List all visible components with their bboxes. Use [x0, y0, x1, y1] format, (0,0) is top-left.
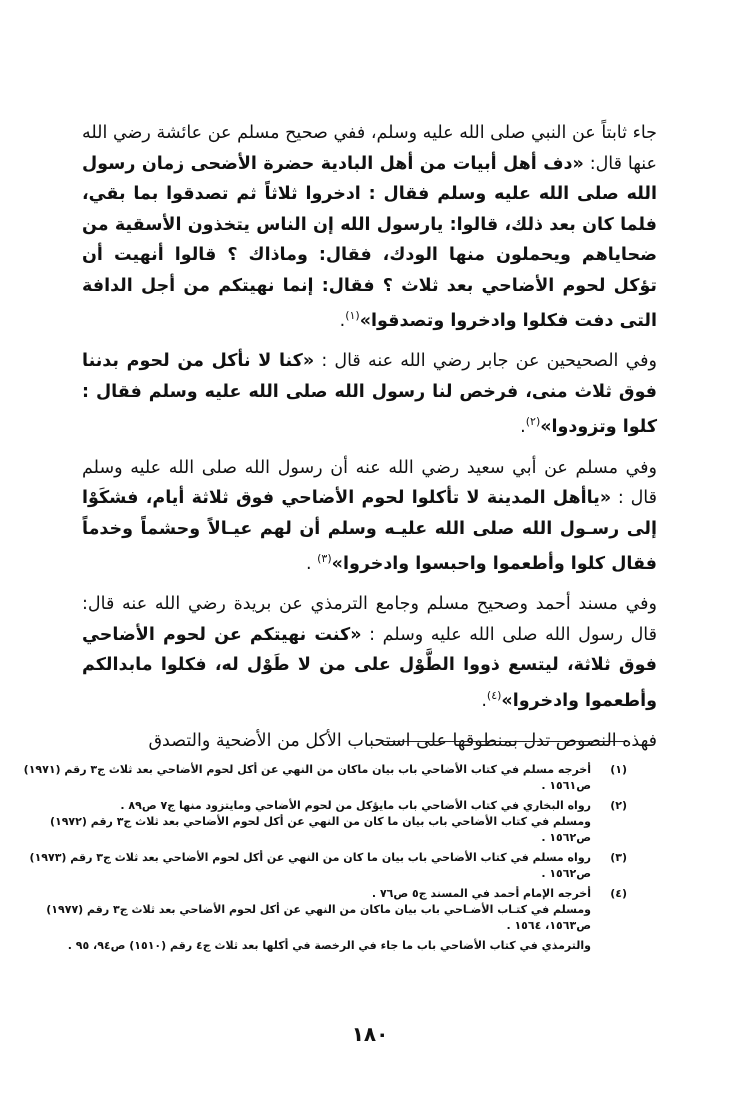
- paragraph-3: [82, 453, 657, 580]
- paragraph-3-tail: .: [305, 553, 318, 574]
- footnote-ref-3[interactable]: (٣): [317, 552, 332, 566]
- footnote-line: رواه مسلم في كتاب الأضاحي باب بيان ما كان من النهي عن أكل لحوم الأضاحي بعد ثلاث ج٣ رقم (١٩٧٣): [29, 851, 591, 864]
- footnote-extra-line: والترمذي في كتاب الأضاحي باب ما جاء في الرخصة في أكلها بعد ثلاث ج٤ رقم (١٥١٠) ص٩٤، ٩٥ .: [67, 939, 591, 952]
- footnote-line: أخرجه مسلم في كتاب الأضاحي باب بيان ماكان من النهي عن أكل لحوم الأضاحي بعد ثلاث ج٣ رقم (١٩٧١): [23, 763, 591, 776]
- footnote-line: ص١٥٦١ .: [541, 779, 591, 792]
- main-text: [82, 118, 657, 767]
- footnote-2: [49, 798, 627, 846]
- paragraph-1-tail: .: [339, 310, 346, 331]
- footnotes: [23, 762, 627, 958]
- footnote-number: (١): [610, 763, 627, 776]
- page-number: ١٨٠: [351, 1022, 389, 1046]
- footnote-line: ومسلم في كتـاب الأضـاحي باب بيان ماكان من النهي عن أكل لحوم الأضاحي بعد ثلاث ج٣ رقم (١٩٧٧): [46, 903, 591, 916]
- footnote-line: ص١٥٦٢ .: [541, 867, 591, 880]
- footnote-number: (٤): [610, 887, 627, 900]
- footnote-3: [29, 850, 627, 882]
- paragraph-4: [82, 589, 657, 716]
- footnote-body: [24, 762, 591, 794]
- footnote-line: ص١٥٦٣، ١٥٦٤ .: [506, 919, 591, 932]
- footnote-line: ص١٥٦٢ .: [541, 831, 591, 844]
- footnote-ref-2[interactable]: (٢): [525, 415, 541, 429]
- footnote-number: (٢): [610, 799, 627, 812]
- footnote-body: [50, 798, 591, 846]
- paragraph-4-tail: .: [481, 690, 487, 711]
- paragraph-3-quote: «ياأهل المدينة لا تأكلوا لحوم الأضاحي فوق ثلاثة أيام، فشكَوْا إلى رسـول الله صلى الله عليـه وسلم أن لهم عيـالاً وحشماً وخدماً فقال كلوا وأطعموا واحبسوا وادخروا»: [82, 488, 657, 574]
- footnote-1: [23, 762, 627, 794]
- footnote-body: [46, 886, 591, 934]
- paragraph-2-quote: «كنا لا نأكل من لحوم بدننا فوق ثلاث منى، فرخص لنا رسول الله صلى الله عليه وسلم فقال : كلوا وتزودوا»: [82, 351, 657, 438]
- footnote-number: (٣): [610, 851, 627, 864]
- footnote-ref-1[interactable]: (١): [345, 309, 360, 322]
- paragraph-1-quote: «دف أهل أبيات من أهل البادية حضرة الأضحى زمان رسول الله صلى الله عليه وسلم فقال : ادخروا ثلاثاً ثم تصدقوا بما بقي، فلما كان بعد ذلك، قالوا: يارسول الله إن الناس يتخذون الأسقية من ضحاياهم ويحملون منها الودك، فقال: وماذاك ؟ قالوا أنهيت أن تؤكل لحوم الأضاحي بعد ثلاث ؟ فقال: إنما نهيتكم من أجل الدافة التى دفت فكلوا وادخروا وتصدقوا»: [82, 153, 657, 331]
- footnote-body: [30, 850, 591, 882]
- paragraph-5-text: فهذه النصوص تدل بمنطوقها على استحباب الأكل من الأضحية والتصدق: [148, 731, 657, 752]
- footnote-4: [46, 886, 627, 934]
- paragraph-1: [82, 118, 657, 336]
- footnote-line: رواه البخاري في كتاب الأضاحي باب مايؤكل من لحوم الأضاحي ومايتزود منها ج٧ ص٨٩ .: [120, 799, 591, 812]
- paragraph-4-text: وفي مسند أحمد وصحيح مسلم وجامع الترمذي عن بريدة رضي الله عنه قال: قال رسول الله صلى الله عليه وسلم :: [82, 594, 657, 645]
- paragraph-2-text: وفي الصحيحين عن جابر رضي الله عنه قال :: [314, 351, 657, 372]
- paragraph-4-quote: «كنت نهيتكم عن لحوم الأضاحي فوق ثلاثة، ليتسع ذووا الطَّوْل على من لا طَوْل له، فكلوا مابدالكم وأطعموا وادخروا»: [82, 624, 657, 711]
- paragraph-1-text: جاء ثابتاً عن النبي صلى الله عليه وسلم، ففي صحيح مسلم عن عائشة رضي الله عنها قال:: [82, 123, 657, 174]
- footnote-line: ومسلم في كتاب الأضاحي باب بيان ما كان من النهي عن أكل لحوم الأضاحي بعد ثلاث ج٣ رقم (١٩٧٢): [49, 815, 591, 828]
- footnote-divider: [382, 741, 629, 742]
- paragraph-3-text: وفي مسلم عن أبي سعيد رضي الله عنه أن رسول الله صلى الله عليه وسلم قال :: [82, 457, 657, 509]
- footnote-line: أخرجه الإمام أحمد في المسند ج٥ ص٧٦ .: [371, 887, 591, 900]
- paragraph-2-tail: .: [520, 417, 526, 438]
- paragraph-2: [82, 346, 657, 442]
- footnote-ref-4[interactable]: (٤): [486, 688, 502, 702]
